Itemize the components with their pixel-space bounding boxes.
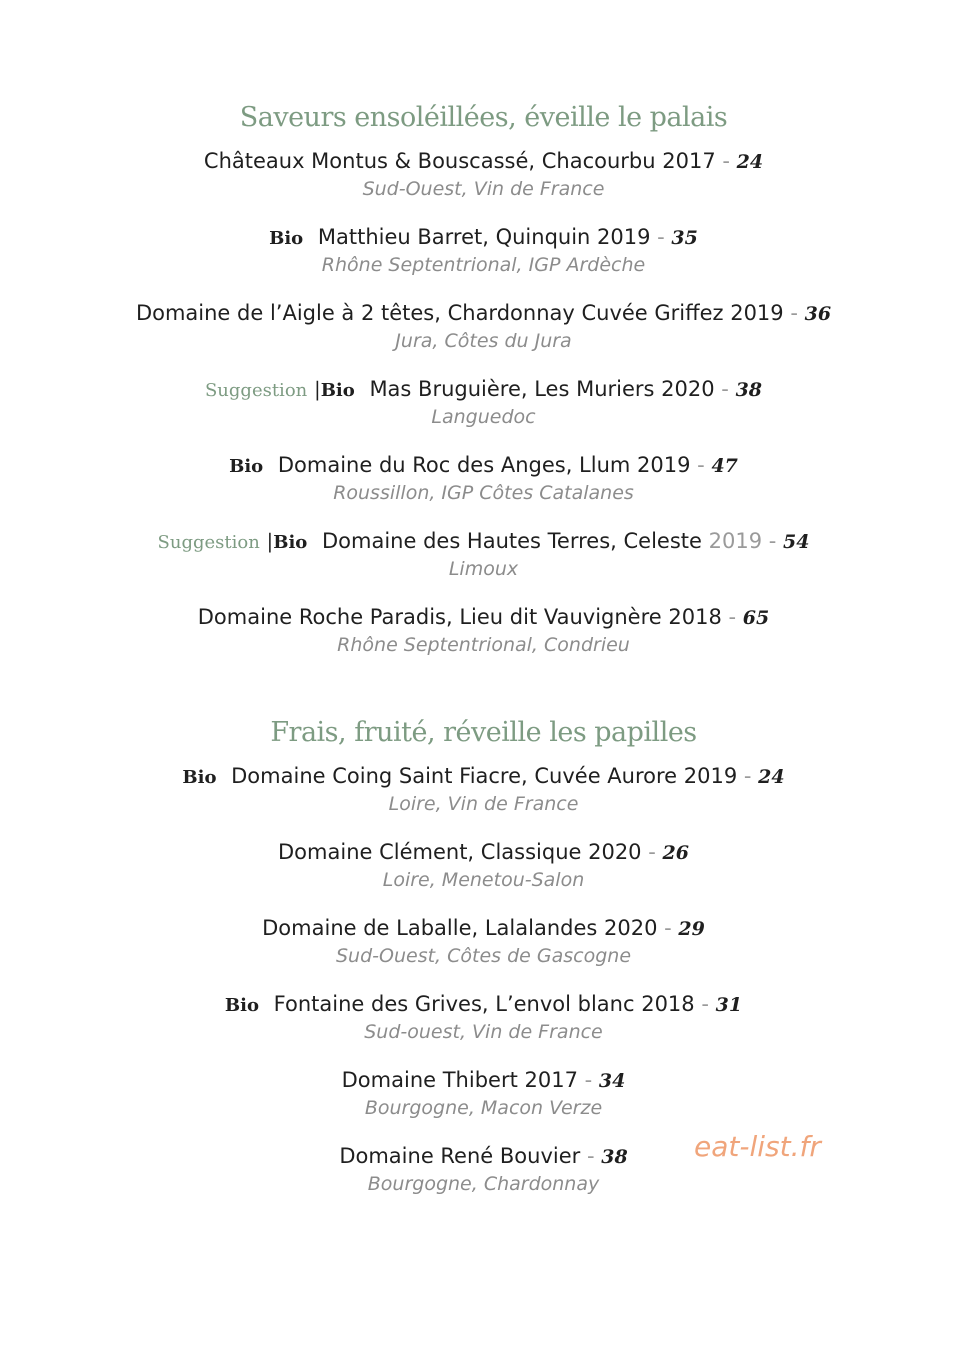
bio-tag: Bio (269, 228, 304, 249)
wine-item (0, 915, 967, 969)
wine-price: 24 (736, 151, 764, 173)
wine-name: Domaine du Roc des Anges, Llum 2019 (277, 453, 691, 477)
price-separator: - (722, 149, 730, 173)
wine-item (0, 224, 967, 278)
wine-region: Languedoc (431, 406, 536, 428)
wine-name: Fontaine des Grives, L’envol blanc 2018 (273, 992, 695, 1016)
price-separator: - (584, 1068, 593, 1092)
wine-item (0, 148, 967, 202)
section-fresh-wines (0, 713, 967, 1219)
tag-separator: | (313, 377, 321, 401)
wine-name: Domaine Roche Paradis, Lieu dit Vauvignère 2018 (197, 605, 722, 629)
wine-region: Loire, Vin de France (388, 793, 579, 815)
wine-region: Rhône Septentrional, Condrieu (337, 634, 630, 656)
price-separator: - (790, 301, 798, 325)
wine-name: Domaine de l’Aigle à 2 têtes, Chardonnay Cuvée Griffez 2019 (135, 301, 784, 325)
price-separator: - (697, 453, 705, 477)
wine-price: 35 (671, 227, 698, 249)
wine-region: Sud-Ouest, Côtes de Gascogne (335, 945, 632, 967)
wine-region: Sud-Ouest, Vin de France (362, 178, 605, 200)
wine-price: 24 (758, 766, 785, 788)
wine-item (0, 452, 967, 506)
bio-tag: Bio (273, 532, 308, 553)
wine-item (0, 300, 967, 354)
wine-name: Domaine des Hautes Terres, Celeste (321, 529, 702, 553)
price-separator: - (721, 377, 729, 401)
wine-item (0, 528, 967, 582)
wine-price: 31 (715, 994, 743, 1016)
wine-price: 47 (711, 455, 738, 477)
wine-item (0, 839, 967, 893)
price-separator: - (743, 764, 752, 788)
wine-name: Domaine René Bouvier (339, 1144, 581, 1168)
section-title: Saveurs ensoléillées, éveille le palais (239, 102, 728, 133)
section-sunny-wines (0, 98, 967, 680)
wine-item (0, 763, 967, 817)
price-separator: - (701, 992, 709, 1016)
bio-tag: Bio (182, 767, 217, 788)
wine-item (0, 1143, 967, 1197)
price-separator: - (664, 916, 672, 940)
wine-price: 54 (783, 531, 810, 553)
wine-name: Domaine Coing Saint Fiacre, Cuvée Aurore 2019 (231, 764, 738, 788)
suggestion-tag: Suggestion (157, 532, 260, 553)
bio-tag: Bio (229, 456, 264, 477)
section-title: Frais, fruité, réveille les papilles (270, 717, 697, 748)
wine-region: Sud-ouest, Vin de France (364, 1021, 603, 1043)
wine-name: Domaine de Laballe, Lalalandes 2020 (262, 916, 658, 940)
wine-name: Domaine Thibert 2017 (341, 1068, 578, 1092)
wine-region: Bourgogne, Chardonnay (367, 1173, 600, 1195)
wine-region: Jura, Côtes du Jura (395, 330, 572, 352)
wine-item (0, 1067, 967, 1121)
wine-name: Domaine Clément, Classique 2020 (278, 840, 642, 864)
price-separator: - (648, 840, 656, 864)
price-separator: - (586, 1144, 595, 1168)
wine-region: Loire, Menetou-Salon (382, 869, 585, 891)
price-separator: - (728, 605, 737, 629)
bio-tag: Bio (224, 995, 259, 1016)
wine-region: Limoux (448, 558, 519, 580)
wine-price: 36 (804, 303, 832, 325)
wine-price: 26 (662, 842, 689, 864)
price-separator: - (657, 225, 665, 249)
wine-price: 38 (735, 379, 763, 401)
wine-item (0, 604, 967, 658)
wine-name: Châteaux Montus & Bouscassé, Chacourbu 2017 (203, 149, 716, 173)
wine-name: Matthieu Barret, Quinquin 2019 (317, 225, 651, 249)
wine-region: Roussillon, IGP Côtes Catalanes (333, 482, 634, 504)
wine-name: Mas Bruguière, Les Muriers 2020 (369, 377, 715, 401)
wine-price: 38 (601, 1146, 628, 1168)
price-separator: - (768, 529, 777, 553)
wine-item (0, 991, 967, 1045)
wine-region: Rhône Septentrional, IGP Ardèche (321, 254, 646, 276)
bio-tag: Bio (320, 380, 355, 401)
suggestion-tag: Suggestion (204, 380, 308, 401)
watermark: eat-list.fr (694, 1130, 821, 1163)
wine-price: 34 (598, 1070, 626, 1092)
tag-separator: | (266, 529, 274, 553)
wine-price: 29 (678, 918, 705, 940)
wine-region: Bourgogne, Macon Verze (364, 1097, 603, 1119)
wine-year: 2019 (708, 529, 763, 553)
wine-price: 65 (742, 607, 770, 629)
wine-item (0, 376, 967, 430)
